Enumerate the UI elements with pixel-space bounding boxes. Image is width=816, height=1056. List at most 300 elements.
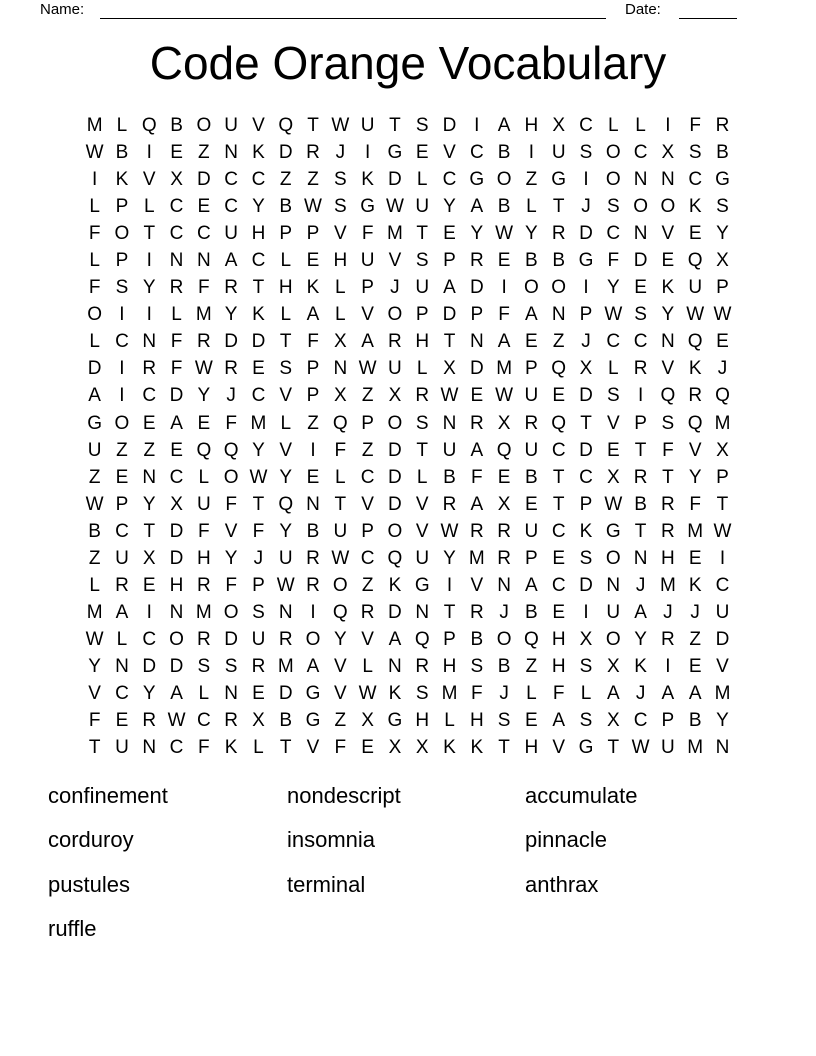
grid-letter-r3c23: C — [688, 169, 703, 191]
grid-letter-r16c19: K — [579, 520, 593, 542]
grid-letter-r3c15: G — [469, 169, 485, 191]
grid-letter-r20c5: R — [196, 628, 211, 650]
grid-letter-r19c13: N — [415, 601, 430, 623]
grid-letter-r21c6: S — [224, 655, 238, 677]
grid-letter-r16c21: T — [634, 520, 647, 542]
grid-letter-r12c10: Q — [332, 412, 348, 434]
grid-letter-r1c19: C — [579, 115, 593, 136]
grid-letter-r17c23: E — [688, 547, 702, 569]
grid-letter-r2c23: S — [688, 142, 702, 164]
grid-letter-r2c3: I — [146, 142, 152, 164]
grid-letter-r4c22: O — [660, 196, 676, 218]
grid-letter-r24c5: F — [198, 737, 210, 759]
grid-letter-r4c24: S — [716, 196, 729, 218]
grid-letter-r17c11: C — [360, 547, 375, 569]
grid-letter-r19c10: Q — [332, 601, 348, 623]
grid-letter-r22c14: M — [441, 682, 458, 704]
grid-letter-r4c5: E — [197, 196, 211, 218]
grid-letter-r1c5: O — [196, 115, 212, 136]
grid-letter-r20c13: Q — [414, 628, 430, 650]
grid-letter-r5c5: C — [196, 223, 211, 245]
grid-letter-r23c9: G — [305, 710, 321, 732]
word-search-grid — [81, 112, 736, 761]
grid-letter-r10c3: R — [142, 358, 157, 380]
grid-letter-r18c5: R — [196, 574, 211, 596]
grid-letter-r9c15: N — [469, 331, 484, 353]
grid-letter-r17c13: U — [415, 547, 430, 569]
grid-letter-r18c11: Z — [361, 574, 374, 596]
grid-letter-r1c6: U — [224, 115, 238, 136]
grid-letter-r18c18: C — [551, 574, 566, 596]
grid-letter-r16c7: F — [252, 520, 265, 542]
grid-letter-r9c6: D — [224, 331, 238, 353]
grid-letter-r22c15: F — [471, 682, 483, 704]
grid-letter-r10c18: Q — [551, 358, 567, 380]
grid-letter-r2c15: C — [469, 142, 484, 164]
grid-letter-r10c24: J — [717, 358, 728, 380]
grid-letter-r14c6: O — [223, 466, 239, 488]
grid-letter-r14c20: X — [606, 466, 620, 488]
grid-letter-r9c12: R — [388, 331, 402, 353]
grid-letter-r12c24: M — [714, 412, 731, 434]
grid-letter-r15c11: V — [361, 493, 374, 515]
grid-letter-r7c10: L — [335, 277, 346, 299]
grid-letter-r19c18: E — [552, 601, 566, 623]
grid-letter-r9c14: T — [443, 331, 456, 353]
grid-letter-r15c20: W — [604, 493, 623, 515]
grid-letter-r24c3: N — [142, 737, 157, 759]
grid-letter-r8c20: W — [604, 304, 623, 326]
grid-letter-r21c20: X — [606, 655, 620, 677]
grid-letter-r18c10: O — [332, 574, 348, 596]
grid-letter-r23c3: R — [142, 710, 157, 732]
grid-letter-r23c11: X — [361, 710, 374, 732]
grid-letter-r13c10: F — [334, 439, 347, 461]
grid-letter-r12c2: O — [114, 412, 130, 434]
grid-letter-r20c15: B — [470, 628, 484, 650]
grid-letter-r24c18: V — [552, 737, 566, 759]
grid-letter-r15c8: Q — [278, 493, 294, 515]
grid-letter-r24c20: T — [607, 737, 620, 759]
grid-letter-r5c22: V — [661, 223, 675, 245]
grid-letter-r8c6: Y — [224, 304, 238, 326]
grid-letter-r6c11: U — [360, 250, 375, 272]
grid-letter-r17c1: Z — [88, 547, 101, 569]
grid-letter-r18c6: F — [225, 574, 237, 596]
grid-letter-r23c4: W — [167, 710, 186, 732]
grid-letter-r8c4: L — [171, 304, 182, 326]
grid-letter-r19c8: N — [278, 601, 293, 623]
grid-letter-r6c1: L — [89, 250, 100, 272]
grid-letter-r10c15: D — [469, 358, 484, 380]
word-list-item: accumulate — [525, 783, 638, 808]
grid-letter-r19c19: I — [583, 601, 589, 623]
grid-letter-r11c4: D — [169, 385, 184, 407]
grid-letter-r4c18: T — [552, 196, 565, 218]
grid-letter-r17c4: D — [169, 547, 184, 569]
grid-letter-r21c17: Z — [525, 655, 538, 677]
grid-letter-r18c14: I — [446, 574, 453, 596]
word-list-column-1 — [48, 774, 287, 952]
grid-letter-r3c17: Z — [525, 169, 538, 191]
grid-letter-r5c10: V — [333, 223, 347, 245]
grid-letter-r2c11: I — [364, 142, 371, 164]
grid-letter-r23c8: B — [279, 710, 293, 732]
grid-letter-r8c19: P — [579, 304, 593, 326]
grid-letter-r22c1: V — [88, 682, 101, 704]
date-label: Date: — [625, 1, 661, 18]
grid-letter-r6c4: N — [169, 250, 184, 272]
grid-letter-r13c5: Q — [196, 439, 212, 461]
grid-letter-r17c22: H — [661, 547, 675, 569]
grid-letter-r9c2: C — [115, 331, 129, 353]
grid-letter-r7c7: T — [252, 277, 265, 299]
grid-letter-r17c24: I — [719, 547, 726, 569]
grid-letter-r23c1: F — [88, 710, 101, 732]
grid-letter-r11c2: I — [119, 385, 125, 407]
grid-letter-r1c16: A — [497, 115, 511, 136]
grid-letter-r14c2: E — [115, 466, 129, 488]
grid-letter-r1c22: I — [665, 115, 671, 136]
grid-letter-r21c19: S — [579, 655, 593, 677]
grid-letter-r6c9: E — [306, 250, 320, 272]
grid-letter-r7c11: P — [361, 277, 374, 299]
grid-letter-r15c6: F — [225, 493, 237, 515]
grid-letter-r19c24: U — [715, 601, 730, 623]
grid-letter-r16c15: R — [469, 520, 484, 542]
grid-letter-r22c23: A — [688, 682, 702, 704]
grid-letter-r12c21: P — [634, 412, 647, 434]
grid-letter-r6c12: V — [388, 250, 402, 272]
grid-letter-r11c3: C — [142, 385, 157, 407]
grid-letter-r21c3: D — [142, 655, 157, 677]
grid-letter-r13c12: D — [388, 439, 402, 461]
grid-letter-r4c3: L — [143, 196, 155, 218]
grid-letter-r9c18: Z — [552, 331, 565, 353]
grid-letter-r21c13: R — [415, 655, 430, 677]
grid-letter-r18c1: L — [89, 574, 100, 596]
grid-letter-r20c1: W — [85, 628, 104, 650]
grid-letter-r7c18: O — [551, 277, 567, 299]
grid-letter-r22c22: A — [661, 682, 675, 704]
grid-letter-r16c13: V — [415, 520, 429, 542]
grid-letter-r21c8: M — [277, 655, 294, 677]
grid-letter-r10c2: I — [119, 358, 125, 380]
grid-letter-r23c20: X — [606, 710, 620, 732]
grid-letter-r6c13: S — [415, 250, 429, 272]
grid-letter-r7c13: U — [415, 277, 430, 299]
grid-letter-r23c13: H — [415, 710, 430, 732]
grid-letter-r7c14: A — [443, 277, 456, 299]
grid-letter-r17c21: N — [633, 547, 648, 569]
grid-letter-r18c7: P — [252, 574, 265, 596]
grid-letter-r11c1: A — [88, 385, 101, 407]
grid-letter-r14c23: Y — [688, 466, 702, 488]
grid-letter-r7c17: O — [524, 277, 539, 299]
grid-letter-r13c2: Z — [116, 439, 128, 461]
grid-letter-r16c24: W — [713, 520, 732, 542]
grid-letter-r7c21: E — [634, 277, 647, 299]
grid-letter-r20c12: A — [388, 628, 402, 650]
grid-letter-r16c23: M — [687, 520, 704, 542]
grid-letter-r4c21: O — [633, 196, 648, 218]
grid-letter-r12c17: R — [524, 412, 539, 434]
grid-letter-r16c10: U — [333, 520, 348, 542]
grid-letter-r15c19: P — [579, 493, 593, 515]
grid-letter-r8c21: S — [634, 304, 647, 326]
grid-letter-r20c14: P — [443, 628, 456, 650]
grid-letter-r22c5: L — [198, 682, 210, 704]
grid-letter-r19c15: R — [469, 601, 484, 623]
grid-letter-r10c21: R — [633, 358, 648, 380]
grid-letter-r3c8: Z — [279, 169, 292, 191]
grid-letter-r8c5: M — [195, 304, 212, 326]
grid-letter-r11c10: X — [333, 385, 347, 407]
grid-letter-r21c21: K — [634, 655, 647, 677]
grid-letter-r23c14: L — [444, 710, 455, 732]
grid-letter-r17c15: M — [468, 547, 485, 569]
grid-letter-r13c17: U — [524, 439, 539, 461]
grid-letter-r24c12: X — [388, 737, 402, 759]
grid-letter-r18c9: R — [306, 574, 320, 596]
grid-letter-r4c7: Y — [252, 196, 265, 218]
word-list-item: confinement — [48, 783, 168, 808]
grid-letter-r5c19: D — [579, 223, 593, 245]
grid-letter-r11c11: Z — [361, 385, 374, 407]
grid-letter-r7c1: F — [88, 277, 101, 299]
grid-letter-r4c2: P — [115, 196, 129, 218]
grid-letter-r7c22: K — [661, 277, 675, 299]
grid-letter-r15c12: D — [388, 493, 402, 515]
grid-letter-r16c16: R — [497, 520, 511, 542]
grid-letter-r1c23: F — [689, 115, 701, 136]
grid-letter-r14c11: C — [360, 466, 375, 488]
grid-letter-r21c14: H — [442, 655, 457, 677]
grid-letter-r13c14: U — [442, 439, 457, 461]
grid-letter-r24c7: L — [253, 737, 264, 759]
grid-letter-r7c15: D — [469, 277, 484, 299]
grid-letter-r18c12: K — [388, 574, 402, 596]
grid-letter-r4c12: W — [385, 196, 404, 218]
grid-letter-r1c10: W — [331, 115, 350, 136]
word-list-item: terminal — [287, 871, 366, 897]
grid-letter-r2c14: V — [443, 142, 456, 164]
grid-letter-r24c21: W — [631, 737, 650, 759]
grid-letter-r17c18: E — [552, 547, 566, 569]
grid-letter-r2c13: E — [415, 142, 429, 164]
grid-letter-r24c9: V — [306, 737, 320, 759]
grid-letter-r13c11: Z — [361, 439, 374, 461]
grid-letter-r17c19: S — [579, 547, 593, 569]
grid-letter-r24c11: E — [361, 737, 374, 759]
grid-letter-r7c23: U — [688, 277, 703, 299]
grid-letter-r8c15: P — [470, 304, 484, 326]
grid-letter-r24c17: H — [524, 737, 539, 759]
name-label: Name: — [40, 1, 85, 18]
grid-letter-r4c14: Y — [443, 196, 456, 218]
grid-letter-r8c11: V — [361, 304, 374, 326]
grid-letter-r12c3: E — [142, 412, 156, 434]
grid-letter-r18c3: E — [142, 574, 156, 596]
grid-letter-r17c16: R — [497, 547, 511, 569]
grid-letter-r3c19: I — [583, 169, 589, 191]
grid-letter-r23c12: G — [387, 710, 403, 732]
grid-letter-r10c12: U — [388, 358, 402, 380]
grid-letter-r17c14: Y — [443, 547, 456, 569]
grid-letter-r21c10: V — [333, 655, 347, 677]
grid-letter-r9c10: X — [333, 331, 347, 353]
grid-letter-r11c12: X — [388, 385, 402, 407]
grid-letter-r12c7: M — [250, 412, 267, 434]
grid-letter-r11c22: Q — [660, 385, 676, 407]
grid-letter-r16c9: B — [306, 520, 320, 542]
grid-letter-r9c22: N — [661, 331, 675, 353]
grid-letter-r24c2: U — [115, 737, 129, 759]
grid-letter-r19c14: T — [443, 601, 456, 623]
grid-letter-r24c1: T — [88, 737, 101, 759]
grid-letter-r19c3: I — [146, 601, 152, 623]
grid-letter-r4c9: W — [304, 196, 322, 218]
grid-letter-r12c6: F — [225, 412, 237, 434]
grid-letter-r10c16: M — [496, 358, 513, 380]
grid-letter-r21c2: N — [115, 655, 129, 677]
grid-letter-r19c6: O — [223, 601, 239, 623]
grid-letter-r12c12: O — [387, 412, 403, 434]
grid-letter-r17c17: P — [525, 547, 538, 569]
grid-letter-r8c7: K — [252, 304, 265, 326]
grid-letter-r2c17: I — [528, 142, 535, 164]
grid-letter-r22c9: G — [305, 682, 321, 704]
grid-letter-r21c12: N — [388, 655, 402, 677]
grid-letter-r13c13: T — [416, 439, 429, 461]
grid-letter-r23c7: X — [252, 710, 265, 732]
grid-letter-r12c14: N — [442, 412, 457, 434]
grid-letter-r18c4: H — [169, 574, 184, 596]
grid-letter-r9c17: E — [525, 331, 538, 353]
grid-letter-r20c19: X — [579, 628, 593, 650]
grid-letter-r16c3: T — [143, 520, 156, 542]
grid-letter-r15c23: F — [689, 493, 701, 515]
grid-letter-r16c1: B — [88, 520, 101, 542]
grid-letter-r21c5: S — [197, 655, 211, 677]
grid-letter-r19c21: A — [634, 601, 647, 623]
grid-letter-r18c20: N — [606, 574, 621, 596]
grid-letter-r23c2: E — [115, 710, 129, 732]
grid-letter-r5c18: R — [551, 223, 566, 245]
grid-letter-r5c4: C — [169, 223, 184, 245]
grid-letter-r8c14: D — [442, 304, 457, 326]
grid-letter-r21c9: A — [306, 655, 320, 677]
grid-letter-r22c18: F — [552, 682, 565, 704]
grid-letter-r15c22: R — [661, 493, 675, 515]
grid-letter-r16c6: V — [224, 520, 238, 542]
grid-letter-r6c18: B — [552, 250, 566, 272]
grid-letter-r15c16: X — [497, 493, 511, 515]
grid-letter-r13c9: I — [310, 439, 316, 461]
grid-letter-r8c12: O — [387, 304, 403, 326]
word-list — [48, 774, 778, 952]
grid-letter-r23c24: Y — [716, 710, 729, 732]
grid-letter-r1c7: V — [252, 115, 265, 136]
grid-letter-r14c17: B — [525, 466, 538, 488]
grid-letter-r9c8: T — [279, 331, 292, 353]
grid-letter-r15c3: Y — [142, 493, 156, 515]
grid-letter-r19c7: S — [252, 601, 265, 623]
grid-letter-r9c11: A — [361, 331, 374, 353]
grid-letter-r14c10: L — [335, 466, 346, 488]
grid-letter-r8c9: A — [306, 304, 320, 326]
grid-letter-r21c16: B — [497, 655, 511, 677]
grid-letter-r18c13: G — [414, 574, 430, 596]
grid-letter-r17c6: Y — [224, 547, 238, 569]
grid-letter-r19c2: A — [115, 601, 129, 623]
grid-letter-r11c7: C — [251, 385, 266, 407]
grid-letter-r5c21: N — [633, 223, 648, 245]
grid-letter-r14c5: L — [198, 466, 210, 488]
grid-letter-r14c7: W — [249, 466, 268, 488]
grid-letter-r2c22: X — [661, 142, 675, 164]
grid-letter-r19c20: U — [606, 601, 621, 623]
word-list-item: pustules — [48, 871, 130, 897]
grid-letter-r15c4: X — [170, 493, 183, 515]
grid-letter-r1c1: M — [86, 115, 103, 136]
grid-letter-r9c7: D — [251, 331, 266, 353]
grid-letter-r11c13: R — [415, 385, 430, 407]
grid-letter-r4c10: S — [333, 196, 347, 218]
grid-letter-r20c3: C — [142, 628, 157, 650]
grid-letter-r10c9: P — [306, 358, 320, 380]
grid-letter-r6c20: F — [607, 250, 620, 272]
word-list-item: corduroy — [48, 827, 134, 853]
grid-letter-r7c2: S — [115, 277, 129, 299]
grid-letter-r10c7: E — [252, 358, 265, 380]
grid-letter-r6c17: B — [525, 250, 538, 272]
grid-letter-r17c20: O — [605, 547, 621, 569]
grid-letter-r11c24: Q — [715, 385, 730, 407]
grid-letter-r2c12: G — [387, 142, 403, 164]
grid-letter-r18c15: V — [470, 574, 484, 596]
grid-letter-r20c20: O — [605, 628, 621, 650]
grid-letter-r2c7: K — [252, 142, 265, 164]
grid-letter-r19c12: D — [388, 601, 402, 623]
grid-letter-r11c8: V — [279, 385, 293, 407]
grid-letter-r12c16: X — [497, 412, 511, 434]
grid-letter-r1c13: S — [415, 115, 429, 136]
grid-letter-r6c16: E — [497, 250, 511, 272]
grid-letter-r10c20: L — [608, 358, 619, 380]
grid-letter-r12c19: T — [580, 412, 592, 434]
grid-letter-r16c17: U — [524, 520, 539, 542]
grid-letter-r13c8: V — [279, 439, 293, 461]
grid-letter-r9c20: C — [606, 331, 621, 353]
grid-letter-r17c10: W — [331, 547, 350, 569]
word-list-item: nondescript — [287, 783, 401, 808]
grid-letter-r11c17: U — [524, 385, 539, 407]
grid-letter-r23c16: S — [497, 710, 511, 732]
grid-letter-r12c9: Z — [307, 412, 319, 434]
grid-letter-r15c1: W — [85, 493, 104, 515]
grid-letter-r7c19: I — [583, 277, 589, 299]
grid-letter-r2c8: D — [278, 142, 293, 164]
grid-letter-r8c1: O — [87, 304, 103, 326]
grid-letter-r17c5: H — [196, 547, 211, 569]
grid-letter-r10c17: P — [525, 358, 538, 380]
grid-letter-r15c24: T — [716, 493, 729, 515]
grid-letter-r10c6: R — [224, 358, 238, 380]
grid-letter-r10c5: W — [194, 358, 213, 380]
grid-letter-r7c4: R — [169, 277, 184, 299]
grid-letter-r13c19: D — [579, 439, 593, 461]
